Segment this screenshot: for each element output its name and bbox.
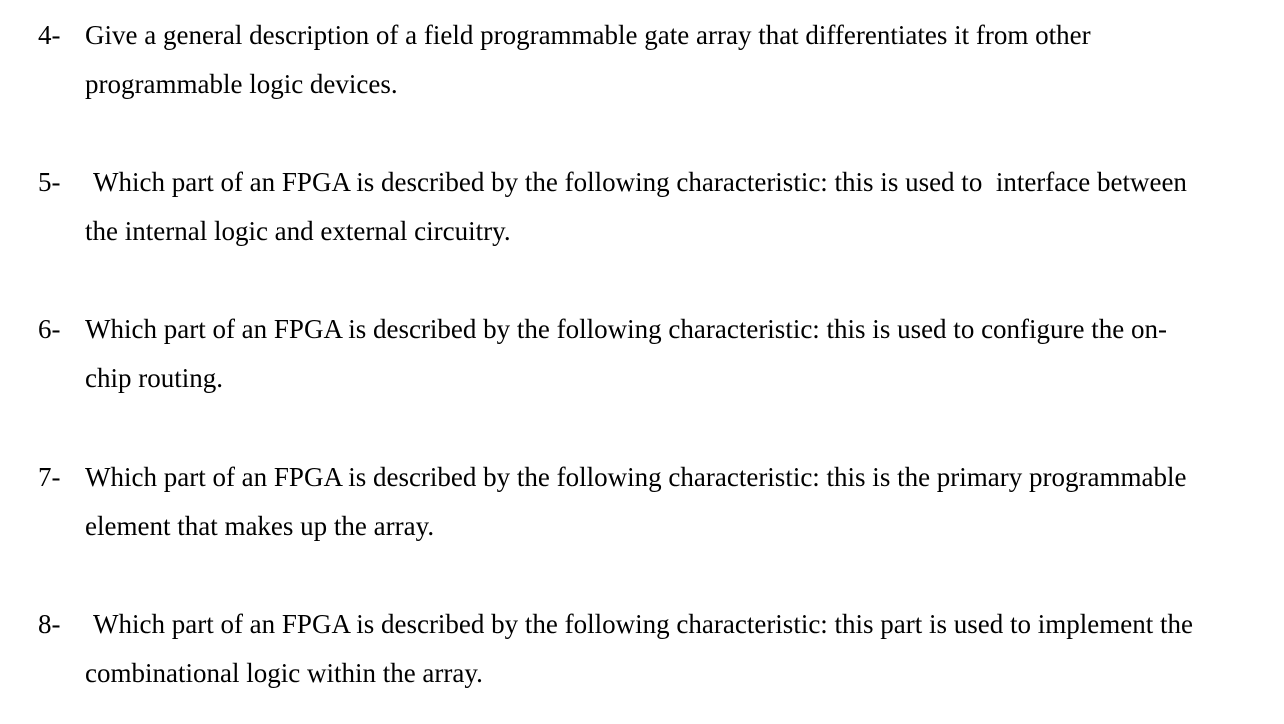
question-text-line: chip routing. <box>85 363 223 393</box>
question-text-line: combinational logic within the array. <box>85 658 483 688</box>
question-number: 6- <box>38 314 61 344</box>
question-number: 7- <box>38 462 61 492</box>
question-text-line: the internal logic and external circuitry. <box>85 216 511 246</box>
question-number: 4- <box>38 20 61 50</box>
question-text-line: element that makes up the array. <box>85 511 435 541</box>
question-text-line: Which part of an FPGA is described by the following characteristic: this part is used to implement the <box>93 609 1193 639</box>
question-text-line: Which part of an FPGA is described by the following characteristic: this is used to interface between <box>93 167 1187 197</box>
question-text-line: Which part of an FPGA is described by the following characteristic: this is used to configure the on- <box>85 314 1167 344</box>
question-number: 5- <box>38 167 61 197</box>
question-text-line: programmable logic devices. <box>85 69 398 99</box>
question-text-line: Give a general description of a field programmable gate array that differentiates it from other <box>85 20 1091 50</box>
question-number: 8- <box>38 609 61 639</box>
question-text-line: Which part of an FPGA is described by the following characteristic: this is the primary programmable <box>85 462 1187 492</box>
